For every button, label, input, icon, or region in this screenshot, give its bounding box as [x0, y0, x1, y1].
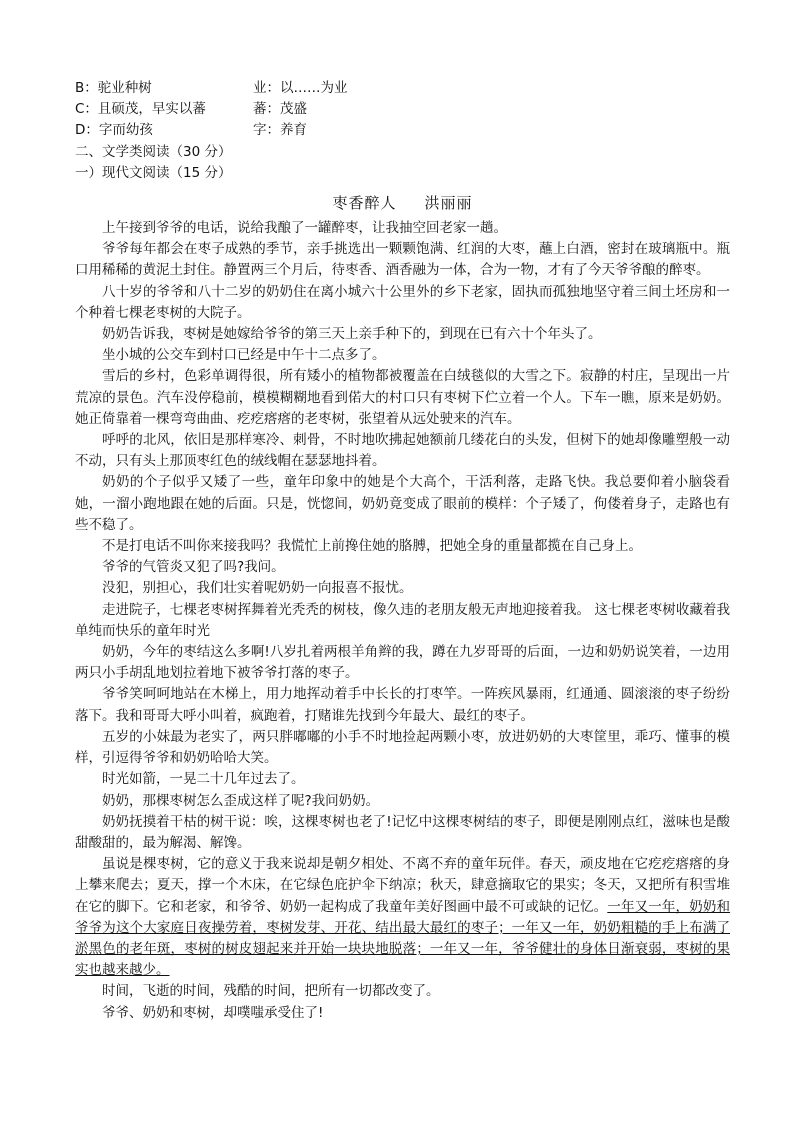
paragraph: 呼呼的北风，依旧是那样寒冷、刺骨，不时地吹拂起她额前几缕花白的头发，但树下的她却像雕塑般一动不动，只有头上那顶枣红色的绒线帽在瑟瑟地抖着。: [75, 432, 730, 470]
option-row-b: [75, 78, 730, 99]
paragraph: 时光如箭，一晃二十几年过去了。: [102, 771, 305, 788]
paragraph: 爷爷的气管炎又犯了吗?我问。: [102, 559, 285, 576]
paragraph-plain-text: 虽说是棵枣树，它的意义于我来说却是朝夕相处、不离不弃的童年玩伴。春天，顽皮地在它疙疙瘩瘩的身上攀来爬去；夏天，撑一个木床，在它绿色庇护伞下纳凉；秋天，肆意摘取它的果实；冬天，又把所有积雪堆在它的脚下。它和老家，和爷爷、奶奶一起构成了我童年美好图画中最不可或缺的记忆。: [75, 856, 730, 915]
section-heading: 二、文学类阅读（30 分）: [75, 143, 232, 160]
option-row-c: [75, 99, 730, 120]
paragraph-with-underline: [75, 854, 730, 981]
article-title: 枣香醉人: [332, 194, 397, 213]
option-c-text: C：且硕茂，早实以蕃: [75, 101, 206, 118]
paragraph: 五岁的小妹最为老实了，两只胖嘟嘟的小手不时地捡起两颗小枣，放进奶奶的大枣筐里，乖巧、懂事的模样，引逗得爷爷和奶奶哈哈大笑。: [75, 728, 730, 767]
option-c-gloss: 蕃：茂盛: [253, 101, 307, 118]
paragraph: 爷爷、奶奶和枣树，却噗嗤承受住了!: [102, 1004, 324, 1021]
paragraph: 奶奶，今年的枣结这么多啊!八岁扎着两根羊角辫的我，蹲在九岁哥哥的后面，一边和奶奶说笑着，一边用两只小手胡乱地划拉着地下被爷爷打落的枣子。: [75, 644, 730, 682]
option-d-text: D：字而幼孩: [75, 122, 153, 139]
article-author: 洪丽丽: [424, 194, 473, 213]
paragraph: 奶奶，那棵枣树怎么歪成这样了呢?我问奶奶。: [102, 792, 380, 809]
option-d-gloss: 字：养育: [253, 122, 307, 139]
subsection-heading: 一）现代文阅读（15 分）: [75, 164, 232, 181]
article-title-line: [75, 191, 730, 215]
paragraph: 爷爷每年都会在枣子成熟的季节，亲手挑选出一颗颗饱满、红润的大枣，蘸上白酒，密封在玻璃瓶中。瓶口用稀稀的黄泥土封住。静置两三个月后，待枣香、酒香融为一体，合为一物，才有了今天爷爷酿的醉枣。: [75, 241, 730, 279]
paragraph: 爷爷笑呵呵地站在木梯上，用力地挥动着手中长长的打枣竿。一阵疾风暴雨，红通通、圆滚滚的枣子纷纷落下。我和哥哥大呼小叫着，疯跑着，打赌谁先找到今年最大、最红的枣子。: [75, 686, 730, 724]
paragraph: 雪后的乡村，色彩单调得很，所有矮小的植物都被覆盖在白绒毯似的大雪之下。寂静的村庄，呈现出一片荒凉的景色。汽车没停稳前，模模糊糊地看到偌大的村口只有枣树下伫立着一个人。下车一瞧，原来是奶奶。她正倚靠着一棵弯弯曲曲、疙疙瘩瘩的老枣树，张望着从远处驶来的汽车。: [75, 368, 730, 427]
option-b-text: B：驼业种树: [75, 80, 152, 96]
option-row-d: [75, 120, 730, 141]
paragraph: 八十岁的爷爷和八十二岁的奶奶住在离小城六十公里外的乡下老家，固执而孤独地坚守着三间土坯房和一个种着七棵老枣树的大院子。: [75, 283, 730, 321]
paragraph: 奶奶抚摸着干枯的树干说：唉，这棵枣树也老了!记忆中这棵枣树结的枣子，即便是刚刚点红，滋味也是酸甜酸甜的，最为解渴、解馋。: [75, 813, 730, 851]
paragraph: 不是打电话不叫你来接我吗？我慌忙上前搀住她的胳膊，把她全身的重量都揽在自己身上。: [102, 538, 642, 555]
option-b-gloss: 业：以……为业: [253, 80, 348, 96]
paragraph: 时间，飞逝的时间，残酷的时间，把所有一切都改变了。: [102, 983, 440, 1000]
paragraph: 奶奶告诉我，枣树是她嫁给爷爷的第三天上亲手种下的，到现在已有六十个年头了。: [102, 326, 602, 343]
paragraph: 上午接到爷爷的电话，说给我酿了一罐醉枣，让我抽空回老家一趟。: [102, 220, 507, 237]
paragraph: 走进院子，七棵老枣树挥舞着光秃秃的树枝，像久违的老朋友般无声地迎接着我。 这七棵老枣树收藏着我单纯而快乐的童年时光: [75, 601, 730, 639]
paragraph: 奶奶的个子似乎又矮了一些，童年印象中的她是个大高个，干活利落，走路飞快。我总要仰着小脑袋看她，一溜小跑地跟在她的后面。只是，恍惚间，奶奶竟变成了眼前的模样：个子矮了，佝偻着身子，走路也有些不稳了。: [75, 474, 730, 533]
paragraph: 坐小城的公交车到村口已经是中午十二点多了。: [102, 347, 386, 364]
underlined-passage: 一年又一年，奶奶和爷爷为这个大家庭日夜操劳着，枣树发芽、开花、结出最大最红的枣子；一年又一年，奶奶粗糙的手上布满了淤黑色的老年斑，枣树的树皮翅起来并开始一块块地脱落；一年又一年，爷爷健壮的身体日渐衰弱，枣树的果实也越来越少。: [75, 898, 731, 979]
paragraph: 没犯，别担心，我们壮实着呢奶奶一向报喜不报忧。: [102, 580, 413, 597]
exam-page: [75, 78, 730, 1024]
